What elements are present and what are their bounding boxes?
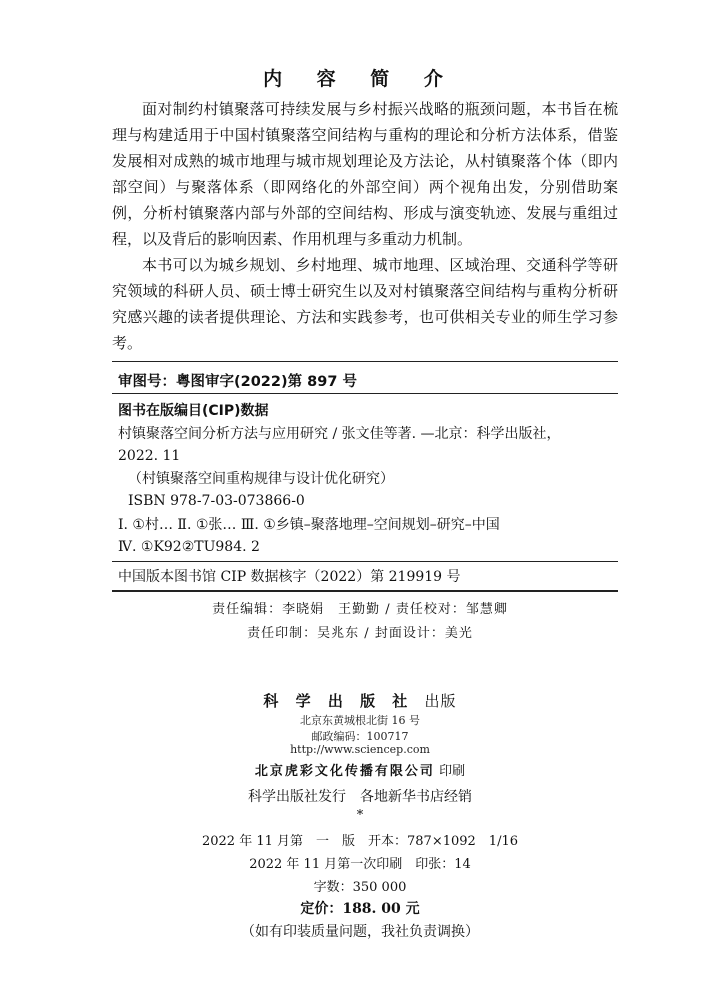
distribution: 科学出版社发行 各地新华书店经销 bbox=[248, 789, 472, 805]
publisher-address: 北京东黄城根北街 16 号 bbox=[300, 714, 420, 727]
credits-line: 责任编辑：李晓娟 王勤勤 / 责任校对：邹慧卿 bbox=[212, 602, 508, 617]
cip-subject-line: Ⅰ. ①村… Ⅱ. ①张… Ⅲ. ①乡镇–聚落地理–空间规划–研究–中国 bbox=[118, 517, 500, 533]
cip-series: （村镇聚落空间重构规律与设计优化研究） bbox=[128, 470, 394, 487]
intro-paragraph: 本书可以为城乡规划、乡村地理、城市地理、区域治理、交通科学等研究领域的科研人员、硕士博士研究生以及对村镇聚落空间结构与重构分析研究感兴趣的读者提供理论、方法和实践参考，也可供相关专业的师生学习参考。 bbox=[112, 256, 618, 352]
cip-isbn: ISBN 978-7-03-073866-0 bbox=[128, 493, 305, 509]
printing-line: 2022 年 11 月第一次印刷 印张：14 bbox=[249, 857, 471, 872]
cip-line: 2022. 11 bbox=[118, 448, 181, 464]
cip-subject-line: Ⅳ. ①K92②TU984. 2 bbox=[118, 539, 260, 555]
divider bbox=[112, 561, 618, 562]
intro-body bbox=[112, 96, 618, 356]
review-number: 审图号：粤图审字(2022)第 897 号 bbox=[118, 374, 357, 390]
edition-line: 2022 年 11 月第 一 版 开本：787×1092 1/16 bbox=[201, 834, 518, 849]
quality-notice: （如有印装质量问题，我社负责调换） bbox=[241, 924, 479, 940]
cip-line: 村镇聚落空间分析方法与应用研究 / 张文佳等著. —北京：科学出版社， bbox=[118, 425, 561, 442]
cip-record: 中国版本图书馆 CIP 数据核字（2022）第 219919 号 bbox=[118, 569, 461, 585]
credits-line: 责任印制：吴兆东 / 封面设计：美光 bbox=[247, 626, 473, 641]
publisher-name bbox=[0, 690, 720, 711]
cip-data bbox=[118, 400, 618, 513]
cip-subjects bbox=[118, 514, 500, 558]
intro-title: 内 容 简 介 bbox=[263, 68, 457, 90]
star-separator: * bbox=[356, 808, 364, 823]
publisher-suffix: 出版 bbox=[424, 692, 457, 710]
publisher-name-text: 科 学 出 版 社 bbox=[263, 692, 414, 710]
word-count: 字数：350 000 bbox=[313, 880, 407, 895]
printer bbox=[0, 760, 720, 779]
publisher-postcode: 邮政编码：100717 bbox=[311, 730, 409, 743]
price: 定价：188. 00 元 bbox=[300, 901, 420, 917]
printer-name: 北京虎彩文化传播有限公司 bbox=[254, 764, 435, 779]
printer-suffix: 印刷 bbox=[439, 764, 466, 779]
divider bbox=[112, 393, 618, 394]
cip-title: 图书在版编目(CIP)数据 bbox=[118, 403, 269, 419]
publisher-website: http://www.sciencep.com bbox=[290, 743, 430, 756]
intro-paragraph: 面对制约村镇聚落可持续发展与乡村振兴战略的瓶颈问题，本书旨在梳理与构建适用于中国村镇聚落空间结构与重构的理论和分析方法体系，借鉴发展相对成熟的城市地理与城市规划理论及方法论，从村镇聚落个体（即内部空间）与聚落体系（即网络化的外部空间）两个视角出发，分别借助案例，分析村镇聚落内部与外部的空间结构、形成与演变轨迹、发展与重组过程，以及背后的影响因素、作用机理与多重动力机制。 bbox=[112, 100, 618, 248]
divider bbox=[112, 361, 618, 362]
divider bbox=[112, 590, 618, 592]
